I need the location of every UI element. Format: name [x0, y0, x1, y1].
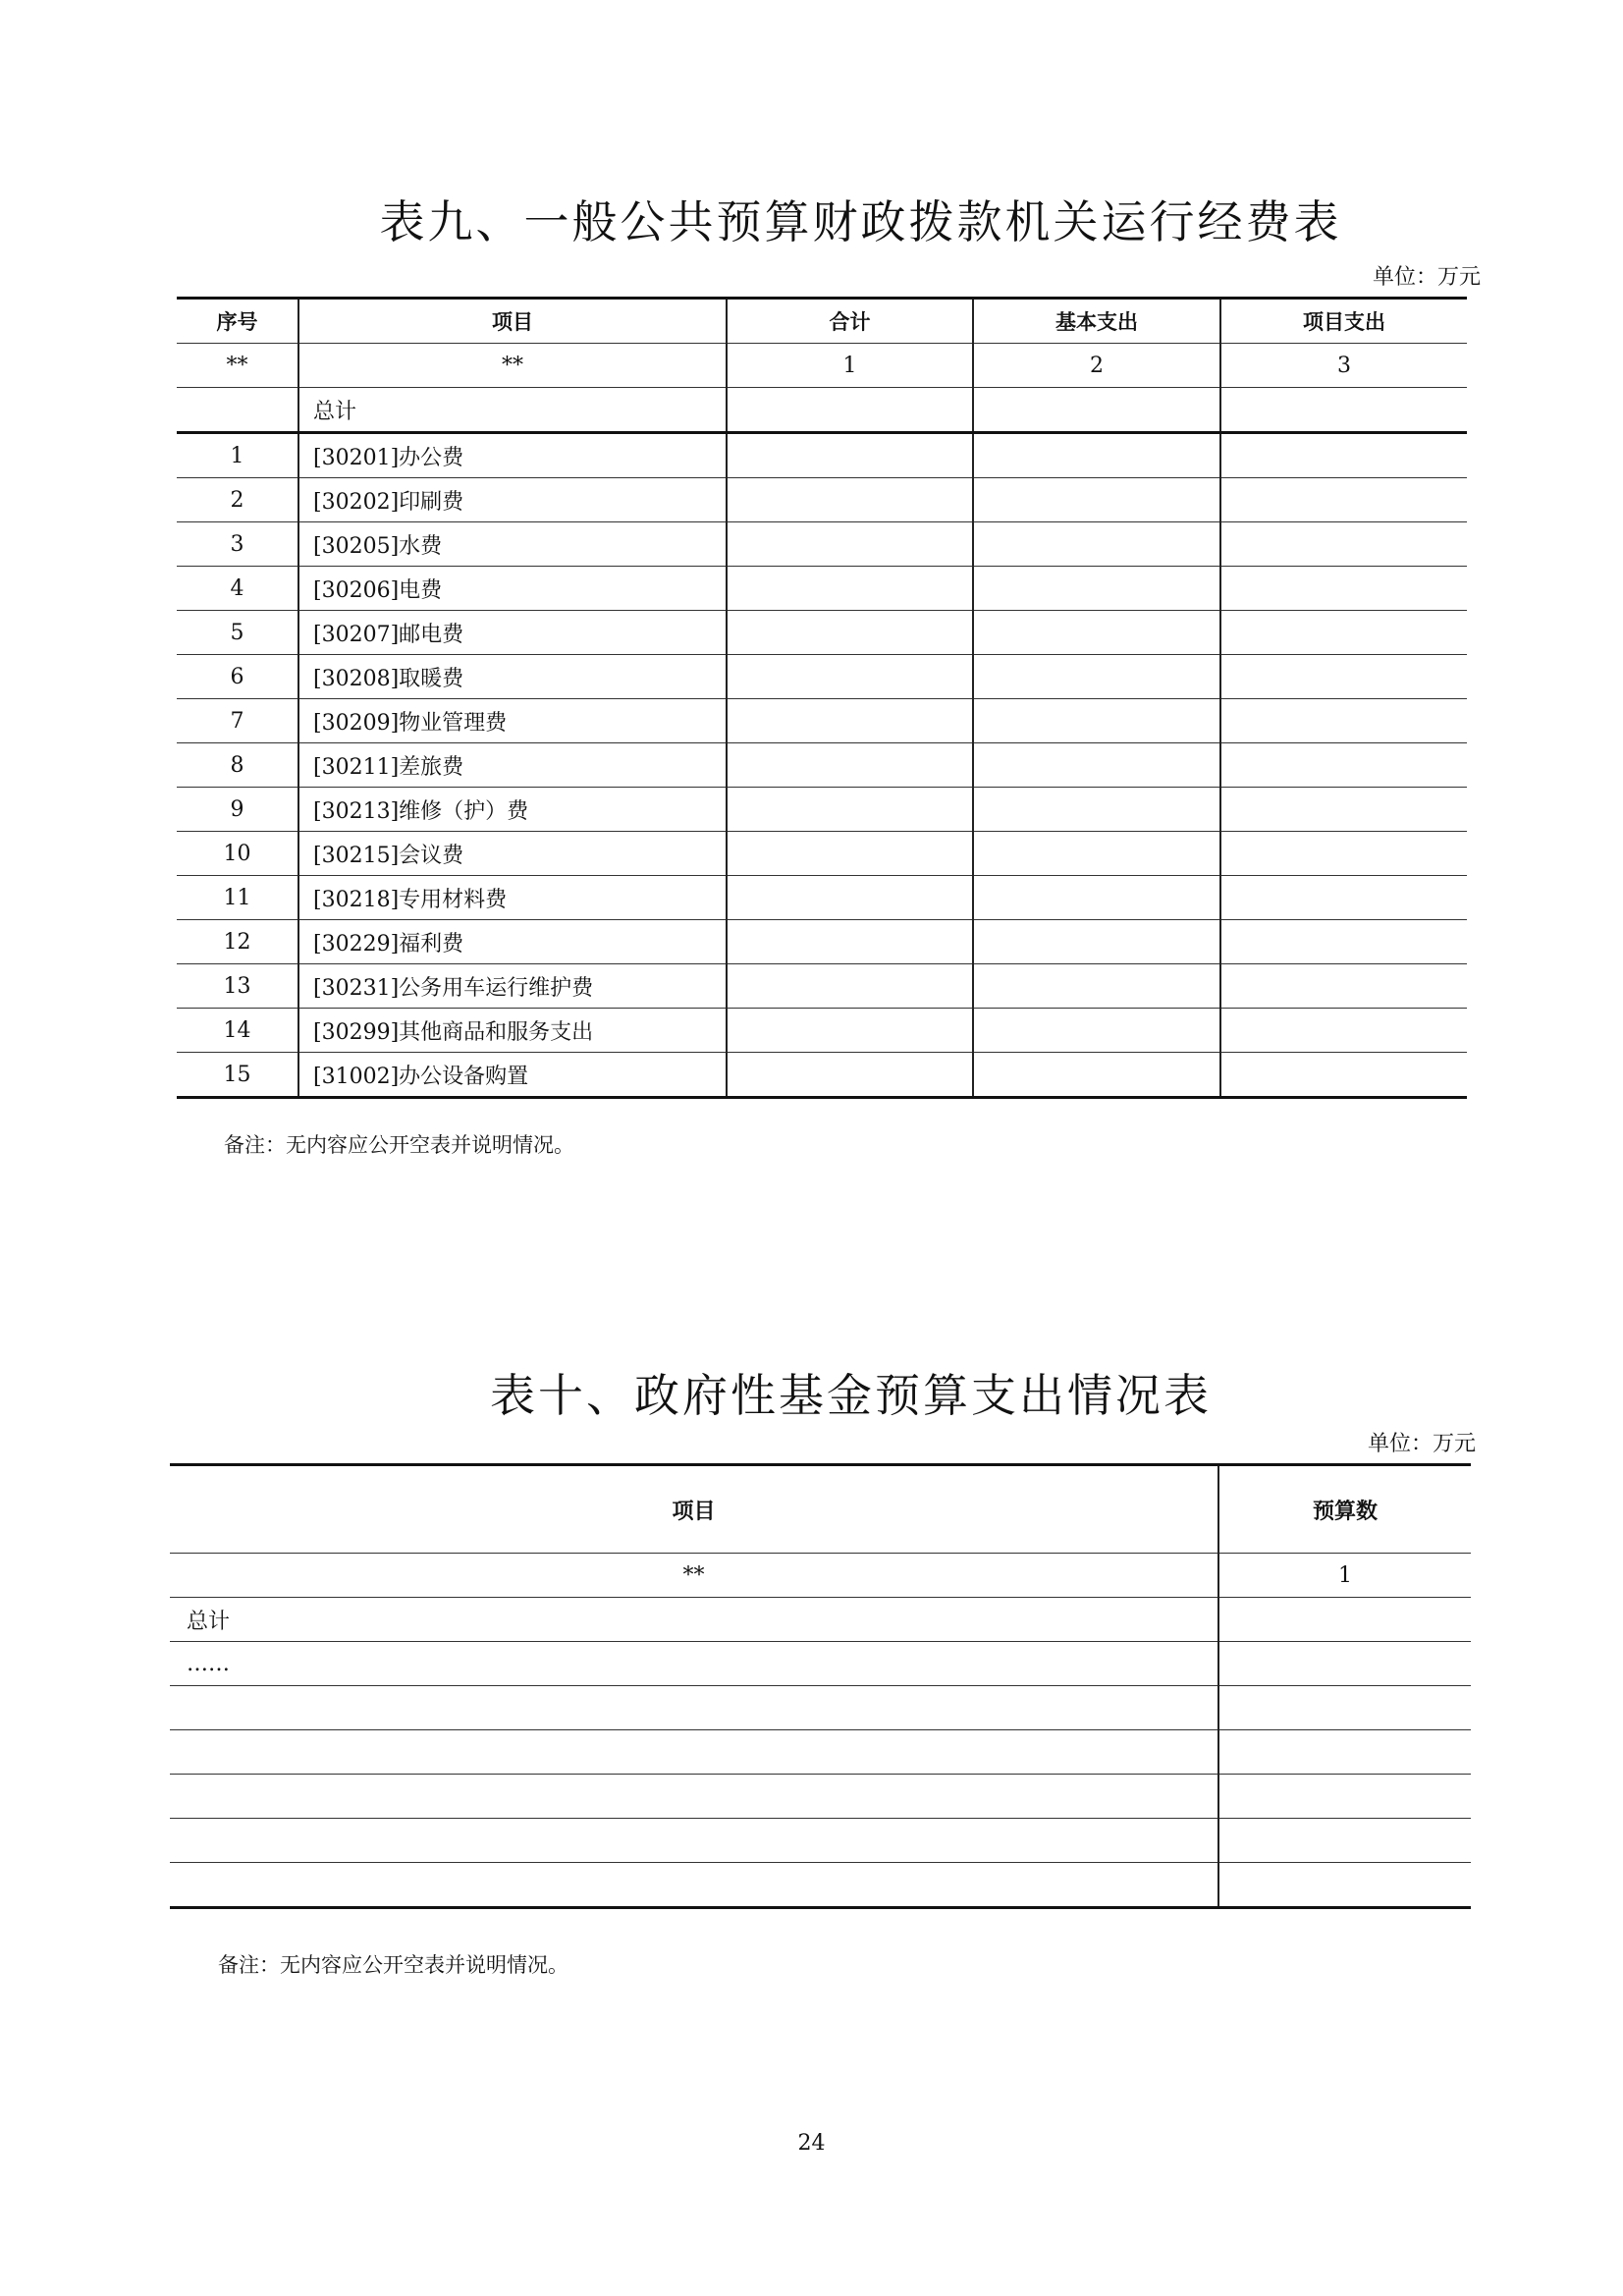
empty-cell: [1220, 1009, 1467, 1053]
empty-cell: [727, 567, 973, 611]
empty-cell: [727, 964, 973, 1009]
empty-cell: [170, 1863, 1218, 1908]
empty-cell: [727, 478, 973, 522]
ellipsis-cell: ……: [170, 1642, 1218, 1686]
row-item: [30205]水费: [298, 522, 727, 567]
empty-cell: [170, 1686, 1218, 1730]
row-item: [30211]差旅费: [298, 743, 727, 788]
code-cell: 1: [1218, 1554, 1471, 1598]
table-row: [177, 920, 1467, 964]
empty-cell: [727, 433, 973, 478]
empty-cell: [727, 1053, 973, 1098]
empty-cell: [1220, 655, 1467, 699]
empty-cell: [177, 388, 298, 433]
row-item: [30231]公务用车运行维护费: [298, 964, 727, 1009]
table-row: [177, 478, 1467, 522]
row-item: [30213]维修（护）费: [298, 788, 727, 832]
row-item: [30218]专用材料费: [298, 876, 727, 920]
table10-unit: 单位：万元: [1367, 1432, 1476, 1456]
code-cell: 1: [727, 344, 973, 388]
empty-cell: [1218, 1598, 1471, 1642]
table9-title: 表九、一般公共预算财政拨款机关运行经费表: [379, 195, 1342, 248]
row-number: 14: [177, 1009, 298, 1053]
empty-cell: [1220, 876, 1467, 920]
table10-empty-row: [170, 1775, 1471, 1819]
table-row: [177, 743, 1467, 788]
empty-cell: [1220, 743, 1467, 788]
row-item: [30215]会议费: [298, 832, 727, 876]
row-number: 2: [177, 478, 298, 522]
table-row: [177, 876, 1467, 920]
empty-cell: [1218, 1775, 1471, 1819]
table10-empty-row: [170, 1686, 1471, 1730]
table-row: [177, 1009, 1467, 1053]
table9-header-cell: 项目支出: [1220, 299, 1467, 344]
code-cell: **: [170, 1554, 1218, 1598]
table9-header-cell: 合计: [727, 299, 973, 344]
empty-cell: [1220, 832, 1467, 876]
table10-ellipsis-row: [170, 1642, 1471, 1686]
code-cell: **: [298, 344, 727, 388]
table10-note: 备注：无内容应公开空表并说明情况。: [218, 1953, 568, 1977]
empty-cell: [973, 699, 1220, 743]
table10-total-row: [170, 1598, 1471, 1642]
empty-cell: [973, 788, 1220, 832]
row-item: [30229]福利费: [298, 920, 727, 964]
empty-cell: [973, 478, 1220, 522]
row-item: [30201]办公费: [298, 433, 727, 478]
empty-cell: [1220, 567, 1467, 611]
row-number: 11: [177, 876, 298, 920]
empty-cell: [1220, 478, 1467, 522]
empty-cell: [727, 876, 973, 920]
row-item: [31002]办公设备购置: [298, 1053, 727, 1098]
table-row: [177, 433, 1467, 478]
table-row: [177, 522, 1467, 567]
table9-code-row: [177, 344, 1467, 388]
empty-cell: [1220, 1053, 1467, 1098]
empty-cell: [973, 388, 1220, 433]
empty-cell: [727, 388, 973, 433]
empty-cell: [973, 832, 1220, 876]
table10: [170, 1463, 1471, 1909]
row-number: 8: [177, 743, 298, 788]
total-label: 总计: [170, 1598, 1218, 1642]
code-cell: 2: [973, 344, 1220, 388]
table10-code-row: [170, 1554, 1471, 1598]
row-item: [30299]其他商品和服务支出: [298, 1009, 727, 1053]
table9-unit: 单位：万元: [1372, 265, 1481, 290]
row-item: [30206]电费: [298, 567, 727, 611]
table9-header-cell: 基本支出: [973, 299, 1220, 344]
row-number: 9: [177, 788, 298, 832]
row-number: 3: [177, 522, 298, 567]
row-number: 7: [177, 699, 298, 743]
row-number: 5: [177, 611, 298, 655]
table-row: [177, 699, 1467, 743]
table9-total-row: [177, 388, 1467, 433]
table9-header-cell: 序号: [177, 299, 298, 344]
page-number: 24: [797, 2131, 826, 2156]
table-row: [177, 567, 1467, 611]
row-number: 6: [177, 655, 298, 699]
empty-cell: [1218, 1642, 1471, 1686]
table10-empty-row: [170, 1730, 1471, 1775]
empty-cell: [1220, 522, 1467, 567]
empty-cell: [727, 788, 973, 832]
empty-cell: [727, 1009, 973, 1053]
empty-cell: [1220, 964, 1467, 1009]
empty-cell: [973, 876, 1220, 920]
row-item: [30207]邮电费: [298, 611, 727, 655]
row-number: 15: [177, 1053, 298, 1098]
empty-cell: [170, 1730, 1218, 1775]
table-row: [177, 1053, 1467, 1098]
table-row: [177, 611, 1467, 655]
empty-cell: [1220, 433, 1467, 478]
empty-cell: [973, 522, 1220, 567]
table9-note: 备注：无内容应公开空表并说明情况。: [224, 1133, 574, 1157]
table-row: [177, 964, 1467, 1009]
table9-header-row: [177, 299, 1467, 344]
code-cell: **: [177, 344, 298, 388]
empty-cell: [170, 1819, 1218, 1863]
row-item: [30208]取暖费: [298, 655, 727, 699]
empty-cell: [727, 832, 973, 876]
code-cell: 3: [1220, 344, 1467, 388]
empty-cell: [1218, 1819, 1471, 1863]
empty-cell: [727, 920, 973, 964]
empty-cell: [1220, 611, 1467, 655]
table10-title: 表十、政府性基金预算支出情况表: [490, 1369, 1212, 1422]
table9-header-cell: 项目: [298, 299, 727, 344]
empty-cell: [973, 1053, 1220, 1098]
row-number: 12: [177, 920, 298, 964]
empty-cell: [973, 567, 1220, 611]
table10-header-cell: 项目: [170, 1465, 1218, 1554]
table9: [177, 297, 1467, 1099]
table10-empty-row: [170, 1863, 1471, 1908]
row-item: [30202]印刷费: [298, 478, 727, 522]
row-item: [30209]物业管理费: [298, 699, 727, 743]
table10-header-row: [170, 1465, 1471, 1554]
table-row: [177, 655, 1467, 699]
empty-cell: [1220, 699, 1467, 743]
row-number: 10: [177, 832, 298, 876]
empty-cell: [727, 655, 973, 699]
row-number: 1: [177, 433, 298, 478]
total-label: 总计: [298, 388, 727, 433]
table10-empty-row: [170, 1819, 1471, 1863]
empty-cell: [1220, 388, 1467, 433]
empty-cell: [727, 699, 973, 743]
row-number: 13: [177, 964, 298, 1009]
empty-cell: [1220, 788, 1467, 832]
empty-cell: [973, 433, 1220, 478]
empty-cell: [1220, 920, 1467, 964]
empty-cell: [727, 522, 973, 567]
empty-cell: [1218, 1863, 1471, 1908]
table10-header-cell: 预算数: [1218, 1465, 1471, 1554]
empty-cell: [1218, 1686, 1471, 1730]
empty-cell: [973, 1009, 1220, 1053]
row-number: 4: [177, 567, 298, 611]
empty-cell: [973, 611, 1220, 655]
empty-cell: [1218, 1730, 1471, 1775]
empty-cell: [170, 1775, 1218, 1819]
table-row: [177, 788, 1467, 832]
empty-cell: [973, 964, 1220, 1009]
empty-cell: [973, 920, 1220, 964]
empty-cell: [727, 611, 973, 655]
empty-cell: [973, 655, 1220, 699]
empty-cell: [727, 743, 973, 788]
empty-cell: [973, 743, 1220, 788]
table-row: [177, 832, 1467, 876]
